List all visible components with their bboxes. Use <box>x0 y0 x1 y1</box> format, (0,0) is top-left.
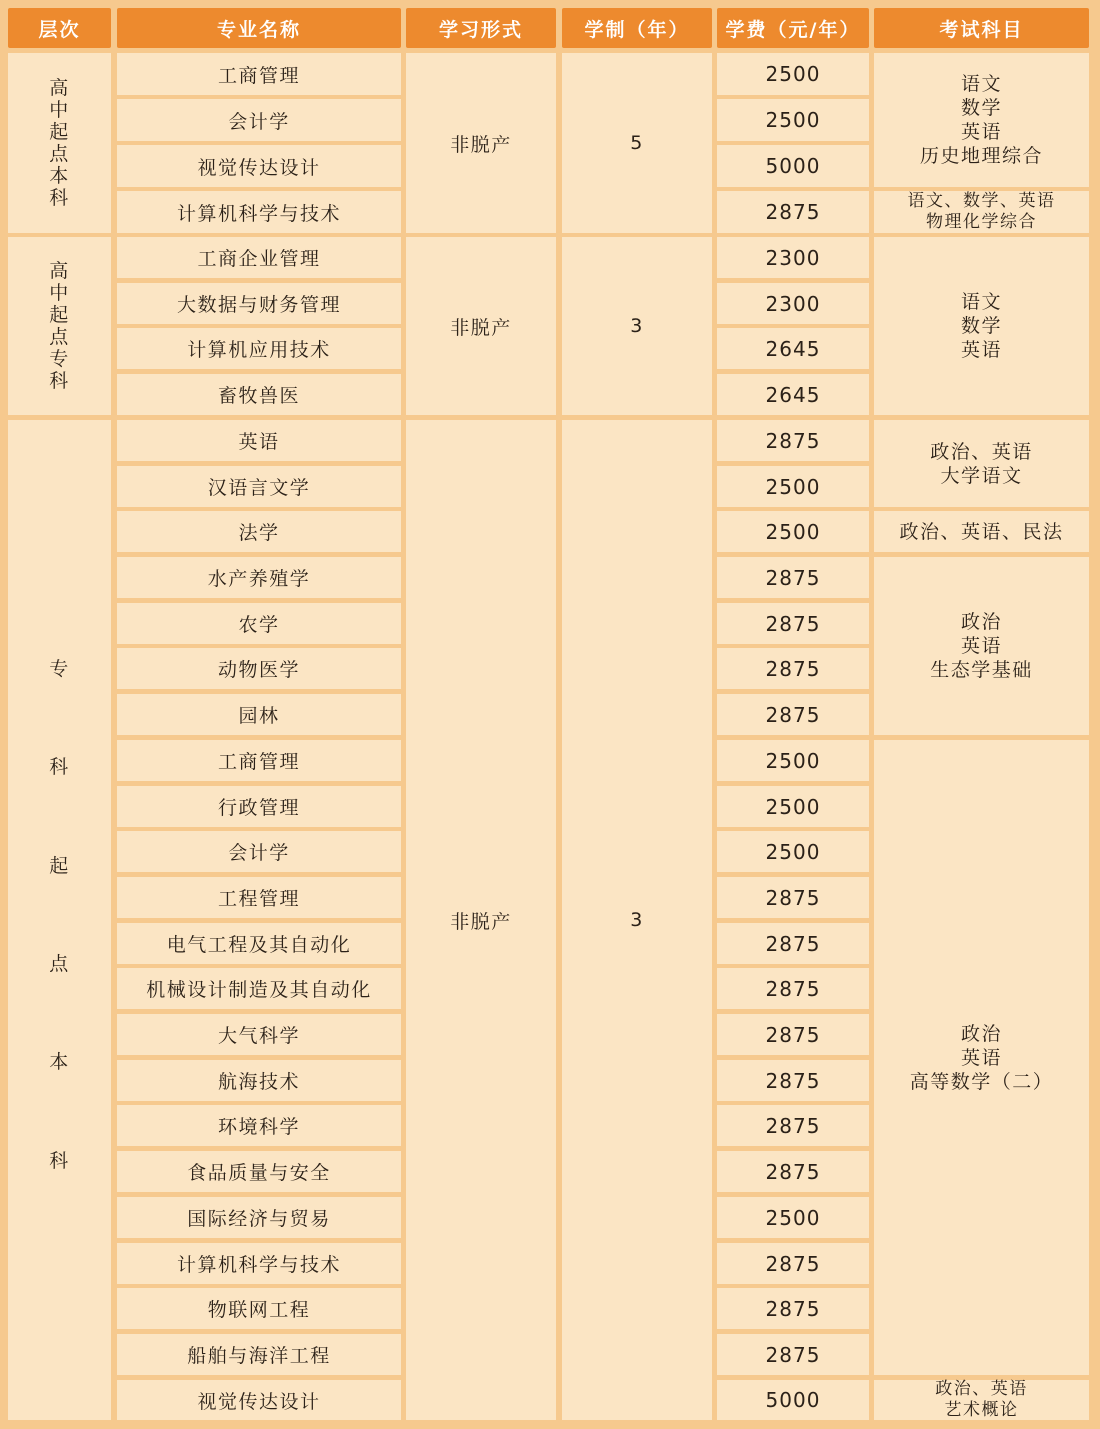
tuition-cell: 2875 <box>717 191 869 233</box>
major-cell: 航海技术 <box>117 1060 401 1101</box>
tuition-cell: 2500 <box>717 99 869 141</box>
major-cell: 视觉传达设计 <box>117 145 401 187</box>
level-cell-high-to-junior <box>8 237 111 415</box>
tuition-cell: 2875 <box>717 557 869 598</box>
exam-line: 英语 <box>960 1046 1002 1069</box>
level-char: 本 <box>49 1051 70 1074</box>
exam-line: 语文、数学、英语 <box>907 191 1056 211</box>
tuition-cell: 2875 <box>717 1014 869 1055</box>
major-cell: 工商管理 <box>117 53 401 95</box>
exam-line: 政治、英语 <box>935 1379 1028 1399</box>
major-cell: 物联网工程 <box>117 1288 401 1329</box>
duration-cell: 3 <box>562 237 712 415</box>
exam-line: 艺术概论 <box>944 1400 1019 1420</box>
tuition-cell: 2875 <box>717 1288 869 1329</box>
exam-line: 英语 <box>960 121 1002 143</box>
level-char: 起 <box>49 121 70 143</box>
exam-cell <box>874 191 1089 233</box>
study-form-cell: 非脱产 <box>406 237 556 415</box>
header-exam: 考试科目 <box>874 8 1089 48</box>
level-char: 起 <box>49 304 70 326</box>
exam-line: 数学 <box>960 315 1002 337</box>
major-cell: 会计学 <box>117 99 401 141</box>
level-char: 点 <box>49 953 70 976</box>
exam-line: 生态学基础 <box>930 659 1033 681</box>
tuition-cell: 2500 <box>717 786 869 827</box>
tuition-cell: 2875 <box>717 968 869 1009</box>
exam-cell <box>874 1380 1089 1420</box>
exam-line: 政治、英语 <box>930 440 1033 463</box>
major-cell: 工商企业管理 <box>117 237 401 278</box>
level-char: 专 <box>49 348 70 370</box>
tuition-cell: 2875 <box>717 923 869 964</box>
major-cell: 畜牧兽医 <box>117 374 401 415</box>
tuition-cell: 2875 <box>717 694 869 735</box>
tuition-cell: 2875 <box>717 1105 869 1146</box>
study-form-cell: 非脱产 <box>406 420 556 1420</box>
exam-line: 英语 <box>960 339 1002 361</box>
duration-cell: 3 <box>562 420 712 1420</box>
tuition-cell: 2875 <box>717 1060 869 1101</box>
level-char: 高 <box>49 260 70 282</box>
exam-cell <box>874 53 1089 187</box>
tuition-cell: 2875 <box>717 1334 869 1375</box>
exam-line: 政治 <box>960 1022 1002 1045</box>
duration-cell: 5 <box>562 53 712 233</box>
major-cell: 英语 <box>117 420 401 461</box>
exam-line: 政治、英语、民法 <box>899 520 1064 543</box>
tuition-cell: 2875 <box>717 1243 869 1284</box>
exam-line: 英语 <box>960 635 1002 657</box>
major-cell: 视觉传达设计 <box>117 1380 401 1420</box>
tuition-cell: 2500 <box>717 466 869 507</box>
major-cell: 电气工程及其自动化 <box>117 923 401 964</box>
major-cell: 环境科学 <box>117 1105 401 1146</box>
major-cell: 动物医学 <box>117 648 401 689</box>
exam-line: 政治 <box>960 611 1002 633</box>
level-char: 本 <box>49 165 70 187</box>
exam-line: 语文 <box>960 291 1002 313</box>
tuition-cell: 2875 <box>717 603 869 644</box>
tuition-cell: 2645 <box>717 328 869 369</box>
exam-line: 大学语文 <box>940 464 1023 487</box>
major-cell: 机械设计制造及其自动化 <box>117 968 401 1009</box>
major-cell: 会计学 <box>117 831 401 872</box>
header-duration: 学制（年） <box>562 8 712 48</box>
tuition-cell: 2300 <box>717 283 869 324</box>
tuition-cell: 2500 <box>717 53 869 95</box>
tuition-cell: 2875 <box>717 420 869 461</box>
tuition-cell: 2500 <box>717 831 869 872</box>
exam-cell <box>874 511 1089 552</box>
major-cell: 大数据与财务管理 <box>117 283 401 324</box>
header-study-form: 学习形式 <box>406 8 556 48</box>
level-char: 点 <box>49 326 70 348</box>
exam-cell <box>874 557 1089 735</box>
level-char: 科 <box>49 756 70 779</box>
level-char: 点 <box>49 143 70 165</box>
exam-line: 数学 <box>960 97 1002 119</box>
level-char: 中 <box>49 282 70 304</box>
major-cell: 船舶与海洋工程 <box>117 1334 401 1375</box>
major-cell: 大气科学 <box>117 1014 401 1055</box>
major-cell: 工商管理 <box>117 740 401 781</box>
tuition-cell: 2875 <box>717 1151 869 1192</box>
level-char: 起 <box>49 854 70 877</box>
tuition-cell: 2500 <box>717 511 869 552</box>
exam-cell <box>874 420 1089 507</box>
major-cell: 水产养殖学 <box>117 557 401 598</box>
major-cell: 工程管理 <box>117 877 401 918</box>
level-char: 中 <box>49 99 70 121</box>
tuition-cell: 2875 <box>717 648 869 689</box>
study-form-cell: 非脱产 <box>406 53 556 233</box>
exam-cell <box>874 740 1089 1375</box>
exam-cell <box>874 237 1089 415</box>
major-cell: 行政管理 <box>117 786 401 827</box>
header-level: 层次 <box>8 8 111 48</box>
exam-line: 物理化学综合 <box>926 212 1037 232</box>
tuition-cell: 2500 <box>717 1197 869 1238</box>
major-cell: 国际经济与贸易 <box>117 1197 401 1238</box>
tuition-cell: 2500 <box>717 740 869 781</box>
major-cell: 计算机科学与技术 <box>117 1243 401 1284</box>
exam-line: 高等数学（二） <box>909 1070 1054 1093</box>
tuition-cell: 2645 <box>717 374 869 415</box>
level-cell-high-to-bachelor <box>8 53 111 233</box>
major-cell: 计算机科学与技术 <box>117 191 401 233</box>
tuition-cell: 2875 <box>717 877 869 918</box>
level-char: 专 <box>49 658 70 681</box>
header-tuition: 学费（元/年） <box>717 8 869 48</box>
tuition-cell: 5000 <box>717 1380 869 1420</box>
major-cell: 汉语言文学 <box>117 466 401 507</box>
major-cell: 法学 <box>117 511 401 552</box>
level-char: 科 <box>49 187 70 209</box>
tuition-cell: 2300 <box>717 237 869 278</box>
exam-line: 语文 <box>960 73 1002 95</box>
exam-line: 历史地理综合 <box>919 145 1043 167</box>
major-cell: 农学 <box>117 603 401 644</box>
major-cell: 食品质量与安全 <box>117 1151 401 1192</box>
tuition-cell: 5000 <box>717 145 869 187</box>
level-cell-junior-to-bachelor <box>8 420 111 1420</box>
major-cell: 园林 <box>117 694 401 735</box>
major-cell: 计算机应用技术 <box>117 328 401 369</box>
level-char: 高 <box>49 77 70 99</box>
header-major: 专业名称 <box>117 8 401 48</box>
level-char: 科 <box>49 1149 70 1172</box>
level-char: 科 <box>49 370 70 392</box>
